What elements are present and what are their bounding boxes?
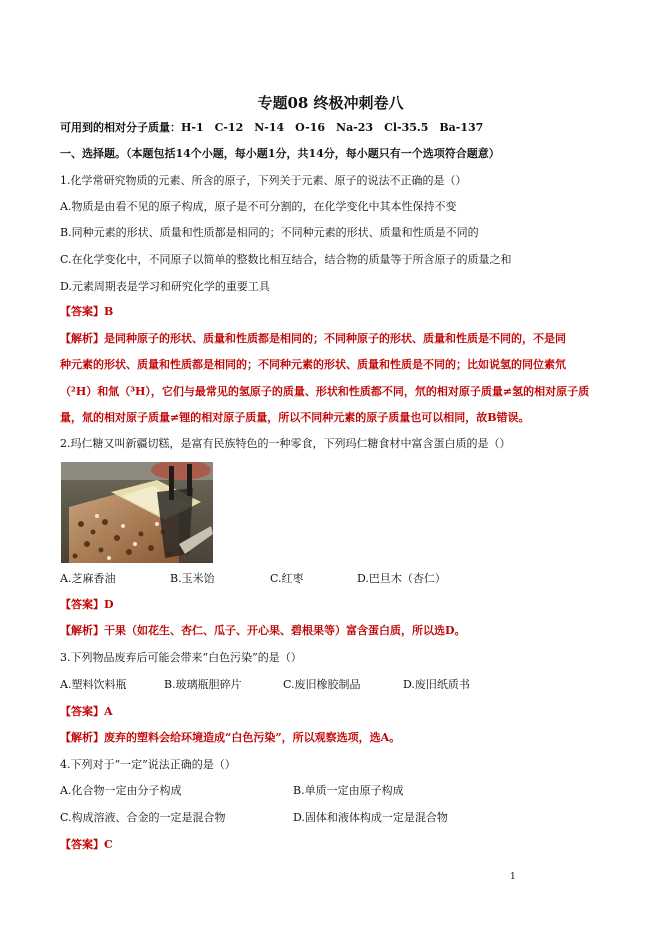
q1-analysis-line-3: （²H）和氚（³H），它们与最常见的氢原子的质量、形状和性质都不同，氘的相对原子质量≠氢的相对原子质: [60, 385, 590, 398]
q1-analysis-line-1: 【解析】是同种原子的形状、质量和性质都是相同的；不同种原子的形状、质量和性质是不同的，不是同: [60, 332, 566, 345]
q3-option-c: C.废旧橡胶制品: [283, 678, 361, 691]
q3-answer: 【答案】A: [60, 705, 113, 718]
q2-option-a: A.芝麻香油: [60, 572, 116, 585]
q4-option-b: B.单质一定由原子构成: [293, 784, 404, 797]
atomic-masses-line: 可用到的相对分子质量：H-1 C-12 N-14 O-16 Na-23 Cl-35.5 Ba-137: [60, 121, 484, 134]
q3-stem: 3.下列物品废弃后可能会带来“白色污染”的是（）: [60, 651, 302, 664]
q1-analysis-line-2: 种元素的形状、质量和性质都是相同的；不同种元素的形状、质量和性质是不同的；比如说氢的同位素氘: [60, 358, 566, 371]
page-title: 专题08 终极冲刺卷八: [257, 94, 404, 112]
q2-option-b: B.玉米饴: [170, 572, 215, 585]
q3-analysis: 【解析】废弃的塑料会给环境造成“白色污染”，所以观察选项，选A。: [60, 731, 401, 744]
q4-answer: 【答案】C: [60, 838, 113, 851]
q2-answer: 【答案】D: [60, 598, 114, 611]
q2-analysis: 【解析】干果（如花生、杏仁、瓜子、开心果、碧根果等）富含蛋白质，所以选D。: [60, 624, 466, 637]
q3-option-a: A.塑料饮料瓶: [60, 678, 127, 691]
q1-analysis-line-4: 量，氚的相对原子质量≠锂的相对原子质量，所以不同种元素的原子质量也可以相同，故B错误。: [60, 411, 530, 424]
q2-stem: 2.玛仁糖又叫新疆切糕，是富有民族特色的一种零食，下列玛仁糖食材中富含蛋白质的是（）: [60, 437, 511, 450]
q4-option-d: D.固体和液体构成一定是混合物: [293, 811, 448, 824]
q4-option-a: A.化合物一定由分子构成: [60, 784, 182, 797]
q2-option-c: C.红枣: [270, 572, 304, 585]
marenggao-photo: [61, 462, 213, 563]
page-number: 1: [510, 872, 516, 882]
q3-option-b: B.玻璃瓶胆碎片: [164, 678, 242, 691]
section-heading: 一、选择题。（本题包括14个小题，每小题1分，共14分，每小题只有一个选项符合题意）: [60, 147, 500, 160]
marenggao-photo-icon: [61, 462, 213, 563]
q2-option-d: D.巴旦木（杏仁）: [357, 572, 446, 585]
q1-option-c: C.在化学变化中，不同原子以简单的整数比相互结合，结合物的质量等于所含原子的质量之和: [60, 253, 512, 266]
q1-answer: 【答案】B: [60, 305, 114, 318]
q1-option-d: D.元素周期表是学习和研究化学的重要工具: [60, 280, 270, 293]
q3-option-d: D.废旧纸质书: [403, 678, 470, 691]
q1-option-b: B.同种元素的形状、质量和性质都是相同的；不同种元素的形状、质量和性质是不同的: [60, 226, 479, 239]
q1-stem: 1.化学常研究物质的元素、所含的原子，下列关于元素、原子的说法不正确的是（）: [60, 174, 467, 187]
q4-stem: 4.下列对于“一定”说法正确的是（）: [60, 758, 236, 771]
q1-option-a: A.物质是由看不见的原子构成，原子是不可分割的，在化学变化中其本性保持不变: [60, 200, 457, 213]
q4-option-c: C.构成溶液、合金的一定是混合物: [60, 811, 226, 824]
